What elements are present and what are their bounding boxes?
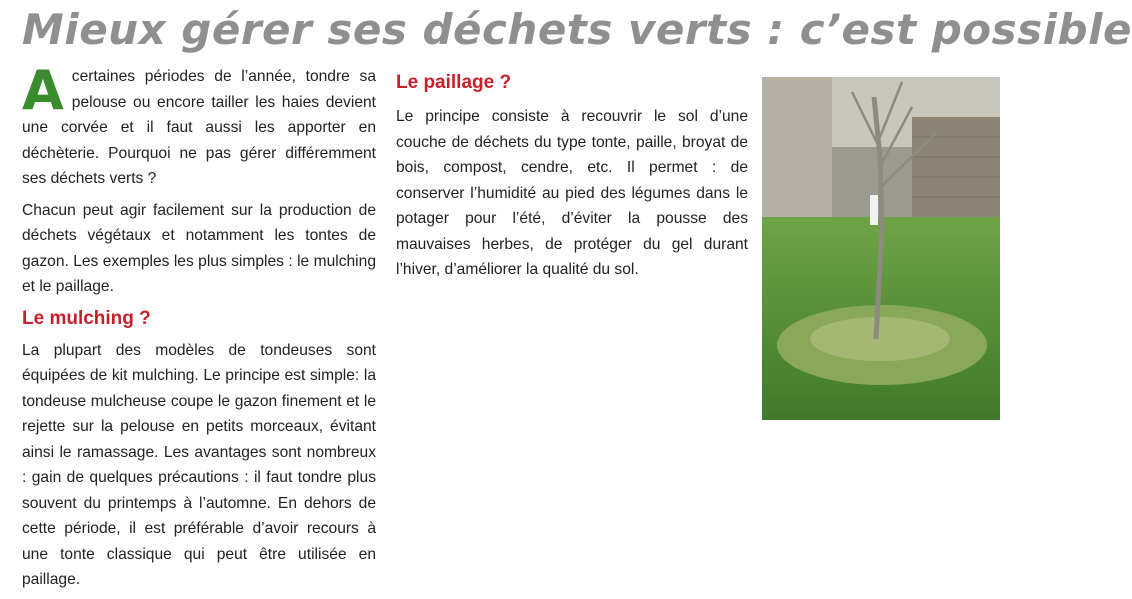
drop-cap: A <box>22 59 64 122</box>
column-middle <box>396 64 748 287</box>
garden-photo <box>762 77 1000 420</box>
paragraph-production: Chacun peut agir facilement sur la production de déchets végétaux et notamment les tontes de gazon. Les exemples les plus simples : le mulching et le paillage. <box>22 201 376 295</box>
paragraph-mulching: La plupart des modèles de tondeuses sont équipées de kit mulching. Le principe est simple: la tondeuse mulcheuse coupe le gazon finement et le rejette sur la pelouse en petits morceaux, évitant ainsi le ramassage. Les avantages sont nombreux : gain de quelques précautions : il faut tondre plus souvent du printemps à l’automne. En dehors de cette période, il est préférable d’avoir recours à une tonte classique qui peut être utilisée en paillage. <box>22 341 376 588</box>
paragraph-paillage: Le principe consiste à recouvrir le sol d’une couche de déchets du type tonte, paille, broyat de bois, compost, cendre, etc. Il permet : de conserver l’humidité au pied des légumes dans le potager pour l’été, d’éviter la pousse des mauvaises herbes, de protéger du gel durant l’hiver, d’améliorer la qualité du sol. <box>396 108 748 278</box>
column-left <box>22 59 376 599</box>
intro-paragraph <box>22 59 376 192</box>
article-title: Mieux gérer ses déchets verts : c’est possible <box>22 5 1132 54</box>
heading-paillage: Le paillage ? <box>396 72 512 93</box>
intro-text: certaines périodes de l’année, tondre sa pelouse ou encore tailler les haies devient une corvée et il faut aussi les apporter en déchèterie. Pourquoi ne pas gérer différemment ses déchets verts ? <box>22 68 376 187</box>
heading-mulching: Le mulching ? <box>22 307 151 329</box>
